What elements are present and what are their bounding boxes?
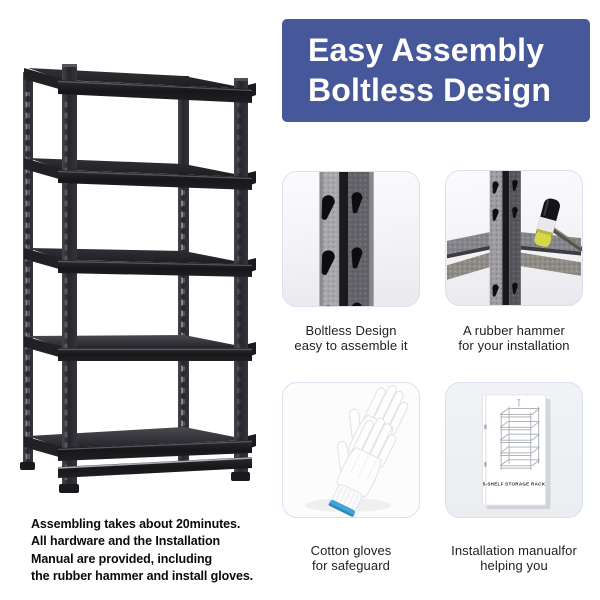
footnote-line: Assembling takes about 20minutes. bbox=[31, 517, 241, 531]
boltless-post-illustration bbox=[283, 172, 419, 306]
caption-line: easy to assemble it bbox=[294, 338, 408, 353]
feature-image-cotton-gloves bbox=[282, 382, 420, 518]
hammer-corner-illustration bbox=[446, 171, 582, 305]
caption-rubber-hammer bbox=[434, 323, 594, 353]
caption-line: Installation manualfor bbox=[451, 543, 577, 558]
shelf-rack-image bbox=[0, 38, 270, 508]
manual-booklet-illustration bbox=[446, 383, 582, 517]
footnote-line: Manual are provided, including bbox=[31, 551, 213, 566]
gloves-illustration bbox=[283, 383, 419, 517]
caption-cotton-gloves bbox=[271, 543, 431, 573]
caption-line: for your installation bbox=[458, 338, 570, 353]
caption-boltless-design bbox=[271, 323, 431, 353]
caption-line: Boltless Design bbox=[305, 323, 397, 338]
feature-image-installation-manual bbox=[445, 382, 583, 518]
feature-image-rubber-hammer bbox=[445, 170, 583, 306]
footnote-line: All hardware and the Installation bbox=[31, 534, 221, 549]
footnote-line: the rubber hammer and install gloves. bbox=[31, 569, 254, 584]
caption-line: Cotton gloves bbox=[310, 543, 392, 558]
feature-image-boltless-design bbox=[282, 171, 420, 307]
caption-line: A rubber hammer bbox=[463, 323, 565, 338]
manual-booklet-label: 5-SHELF STORAGE RACK bbox=[482, 481, 546, 487]
banner-title-line-1: Easy Assembly bbox=[308, 32, 545, 68]
caption-installation-manual bbox=[434, 543, 594, 573]
banner-title-line-2: Boltless Design bbox=[308, 72, 552, 108]
caption-line: helping you bbox=[480, 558, 548, 573]
caption-line: for safeguard bbox=[312, 558, 390, 573]
assembly-footnote bbox=[31, 516, 281, 586]
header-banner bbox=[282, 19, 590, 122]
